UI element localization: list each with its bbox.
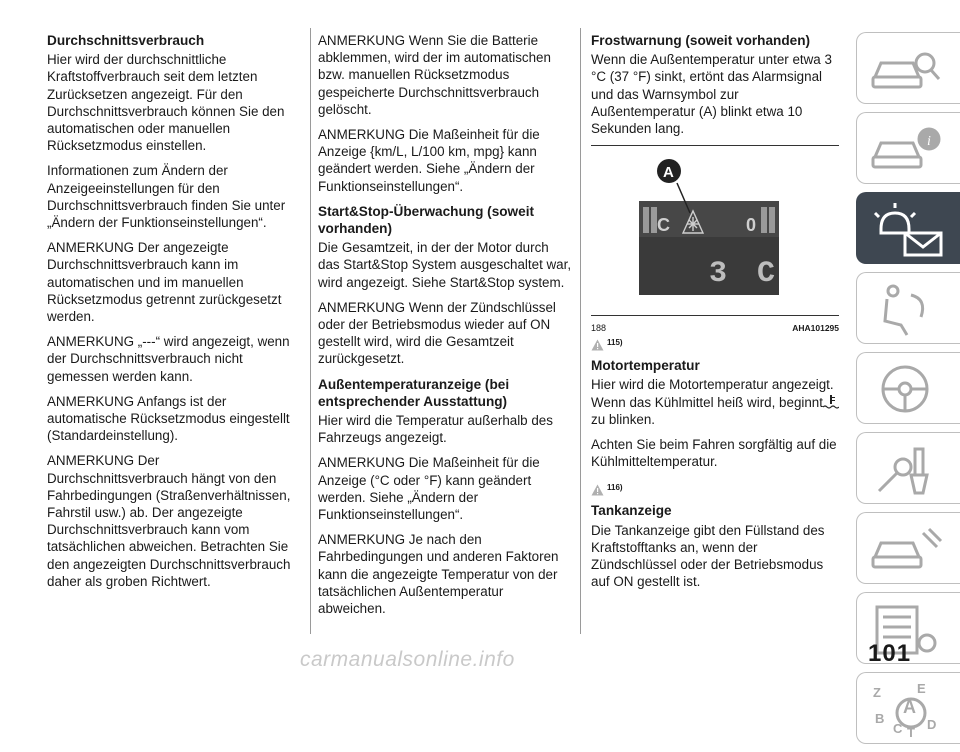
- paragraph: ANMERKUNG Je nach den Fahrbedingungen und anderen Faktoren kann die angezeigte Temperatur von der tatsächlichen Außentemperatur abweichen.: [318, 532, 559, 617]
- tab-car-info[interactable]: [856, 112, 960, 184]
- figure-display: [591, 145, 839, 334]
- note-reference: 115): [607, 338, 623, 348]
- paragraph: Wenn die Außentemperatur unter etwa 3 °C (37 °F) sinkt, ertönt das Alarmsignal und das Warnsymbol zur Außentemperatur (A) blinkt etwa 10 Sekunden lang.: [591, 52, 832, 137]
- lcd-temperature: 3 C: [709, 257, 782, 292]
- tab-car-search[interactable]: [856, 32, 960, 104]
- heading-frost-warning: Frostwarnung (soweit vorhanden): [591, 33, 811, 48]
- car-info-icon: [867, 119, 947, 179]
- coolant-temperature-icon: [823, 395, 839, 409]
- tab-index[interactable]: [856, 672, 960, 744]
- svg-text:B: B: [875, 711, 885, 726]
- alphabet-index-icon: [867, 679, 947, 739]
- callout-a-label: A: [663, 164, 674, 182]
- column-divider: [310, 28, 311, 634]
- tab-warning-lights[interactable]: [856, 192, 960, 264]
- paragraph: ANMERKUNG „---“ wird angezeigt, wenn der Durchschnittsverbrauch nicht gemessen werden kann.: [47, 334, 290, 384]
- warning-triangle-icon: [591, 339, 604, 351]
- figure-code: AHA101295: [792, 323, 839, 334]
- paragraph: ANMERKUNG Der Durchschnittsverbrauch hängt von den Fahrbedingungen (Straßenverhältnissen, Fahrstil usw.) ab. Der angezeigte Durchschnittsverbrauch kann vom tatsächlichen abweichen. Betrachten Sie den angezeigten Durchschnittsverbrauch daher als groben Richtwert.: [47, 453, 291, 589]
- svg-text:A: A: [903, 697, 916, 717]
- svg-text:T: T: [907, 725, 915, 739]
- svg-text:Z: Z: [873, 685, 881, 700]
- paragraph: Achten Sie beim Fahren sorgfältig auf die Kühlmitteltemperatur.: [591, 437, 837, 470]
- heading-engine-temperature: Motortemperatur: [591, 358, 700, 374]
- column-3: [591, 32, 839, 598]
- heading-start-stop: Start&Stop-Überwachung (soweit vorhanden): [318, 203, 534, 237]
- paragraph: ANMERKUNG Die Maßeinheit für die Anzeige {km/L, L/100 km, mpg} kann geändert werden. Siehe „Ändern der Funktionseinstellungen“.: [318, 127, 540, 194]
- note-reference: 116): [607, 483, 623, 493]
- svg-text:i: i: [927, 134, 931, 149]
- column-divider: [580, 28, 581, 634]
- page-number: 101: [868, 640, 912, 667]
- warning-triangle-icon: [591, 484, 604, 496]
- paragraph: ANMERKUNG Wenn der Zündschlüssel oder der Betriebsmodus wieder auf ON gestellt wird, wird die Gesamtzeit zurückgesetzt.: [318, 299, 556, 367]
- paragraph: Informationen zum Ändern der Anzeigeeinstellungen für den Durchschnittsverbrauch finden Sie unter „Ändern der Funktionseinstellungen“.: [47, 163, 286, 231]
- column-2: [318, 32, 573, 625]
- column-1: [47, 32, 302, 598]
- instrument-display-illustration: [591, 145, 839, 315]
- paragraph: ANMERKUNG Die Maßeinheit für die Anzeige (°C oder °F) kann geändert werden. Siehe „Ändern der Funktionseinstellungen“.: [318, 455, 540, 523]
- steering-wheel-icon: [867, 359, 947, 419]
- paragraph: Hier wird die Temperatur außerhalb des Fahrzeugs angezeigt.: [318, 413, 553, 446]
- paragraph: Die Gesamtzeit, in der der Motor durch das Start&Stop System ausgeschaltet war, wird angezeigt. Siehe Start&Stop system.: [318, 240, 572, 290]
- figure-number: 188: [591, 323, 607, 334]
- paragraph: ANMERKUNG Anfangs ist der automatische Rücksetzmodus eingestellt (Standardeinstellung).: [47, 393, 290, 444]
- car-search-icon: [867, 39, 947, 99]
- car-repair-icon: [867, 519, 947, 579]
- paragraph: Die Tankanzeige gibt den Füllstand des Kraftstofftanks an, wenn der Zündschlüssel oder der Betriebsmodus auf ON gestellt ist.: [591, 522, 825, 590]
- tab-driving[interactable]: [856, 352, 960, 424]
- figure-rule: [591, 315, 839, 316]
- svg-text:C: C: [893, 721, 903, 736]
- paragraph: Hier wird die Motortemperatur angezeigt. Wenn das Kühlmittel heiß wird, beginntzu blinken.: [591, 376, 839, 428]
- airbag-seat-icon: [867, 279, 947, 339]
- tools-icon: [867, 439, 947, 499]
- heading-average-consumption: Durchschnittsverbrauch: [47, 33, 205, 48]
- paragraph: ANMERKUNG Der angezeigte Durchschnittsverbrauch kann im automatischen und im manuellen Rücksetzmodus getrennt zurückgesetzt werden.: [47, 240, 282, 325]
- svg-text:E: E: [917, 681, 926, 696]
- tab-safety[interactable]: [856, 272, 960, 344]
- lcd-left-label: C: [657, 215, 670, 236]
- paragraph: Hier wird der durchschnittliche Kraftstoffverbrauch seit dem letzten Zurücksetzen angezeigt. Für den Durchschnittsverbrauch können Sie den automatischen oder manuellen Rücksetzmodus einstellen.: [47, 52, 285, 154]
- lcd-right-label: 0: [746, 215, 757, 236]
- tab-emergency[interactable]: [856, 432, 960, 504]
- paragraph: ANMERKUNG Wenn Sie die Batterie abklemmen, wird der im automatischen bzw. manuellen Rücksetzmodus gespeicherte Durchschnittsverbrauch gelöscht.: [318, 33, 551, 117]
- note-ref-116: [591, 478, 839, 496]
- heading-outside-temperature: Außentemperaturanzeige (bei entsprechender Ausstattung): [318, 376, 510, 409]
- tab-servicing[interactable]: [856, 512, 960, 584]
- svg-text:D: D: [927, 717, 937, 732]
- watermark: carmanualsonline.info: [300, 648, 515, 671]
- warning-light-message-icon: [867, 199, 947, 259]
- figure-rule: [591, 145, 839, 146]
- heading-fuel-gauge: Tankanzeige: [591, 503, 672, 519]
